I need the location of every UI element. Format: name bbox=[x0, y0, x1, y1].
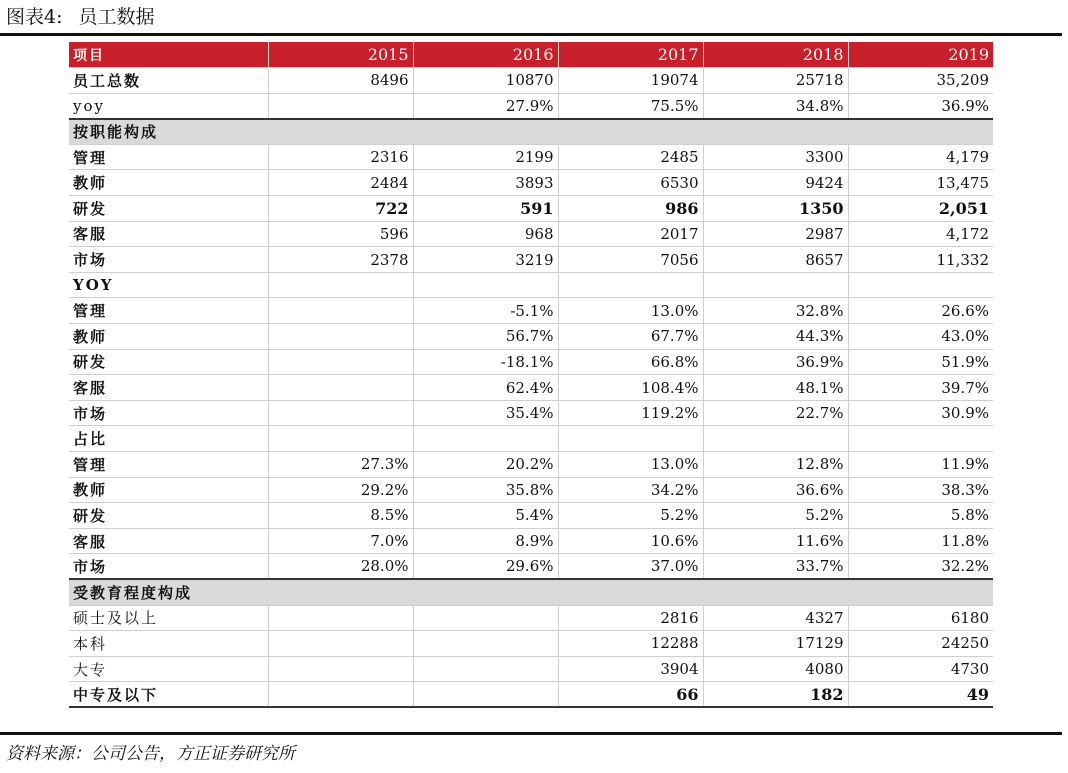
table-cell: 39.7% bbox=[848, 375, 993, 401]
section-row bbox=[69, 426, 993, 452]
table-row bbox=[69, 528, 993, 554]
table-row bbox=[69, 247, 993, 273]
table-cell: 108.4% bbox=[558, 375, 703, 401]
table-cell: 8.5% bbox=[268, 503, 413, 529]
row-label: 硕士及以上 bbox=[69, 605, 268, 631]
row-label: 管理 bbox=[69, 144, 268, 170]
table-cell: 25718 bbox=[703, 68, 848, 94]
figure-title bbox=[0, 0, 1062, 36]
header-year: 2017 bbox=[558, 42, 703, 68]
table-cell: 5.2% bbox=[703, 503, 848, 529]
table-cell: 2987 bbox=[703, 221, 848, 247]
table-cell: 11.8% bbox=[848, 528, 993, 554]
table-cell: 10870 bbox=[413, 68, 558, 94]
table-cell bbox=[413, 682, 558, 708]
table-cell: 11,332 bbox=[848, 247, 993, 273]
row-label: 市场 bbox=[69, 247, 268, 273]
table-cell: 3219 bbox=[413, 247, 558, 273]
table-cell bbox=[413, 605, 558, 631]
row-label: 员工总数 bbox=[69, 68, 268, 94]
table-cell: 33.7% bbox=[703, 554, 848, 580]
section-row bbox=[69, 272, 993, 298]
table-container bbox=[69, 42, 993, 708]
section-label: 占比 bbox=[69, 426, 268, 452]
table-cell: 1350 bbox=[703, 196, 848, 222]
table-cell: 20.2% bbox=[413, 452, 558, 478]
table-cell: 32.8% bbox=[703, 298, 848, 324]
table-cell: 62.4% bbox=[413, 375, 558, 401]
source-note: 资料来源：公司公告，方正证券研究所 bbox=[0, 732, 1062, 773]
row-label: 管理 bbox=[69, 298, 268, 324]
row-label: 研发 bbox=[69, 196, 268, 222]
table-row bbox=[69, 324, 993, 350]
table-cell: 4,172 bbox=[848, 221, 993, 247]
section-label: YOY bbox=[69, 272, 268, 298]
table-cell: 7056 bbox=[558, 247, 703, 273]
table-cell bbox=[268, 400, 413, 426]
table-cell: 66.8% bbox=[558, 349, 703, 375]
row-label: 客服 bbox=[69, 375, 268, 401]
table-cell: 596 bbox=[268, 221, 413, 247]
table-cell: 32.2% bbox=[848, 554, 993, 580]
table-cell: 48.1% bbox=[703, 375, 848, 401]
table-cell: 29.6% bbox=[413, 554, 558, 580]
table-cell: 986 bbox=[558, 196, 703, 222]
table-row bbox=[69, 221, 993, 247]
employee-data-table bbox=[69, 42, 993, 708]
table-cell bbox=[413, 656, 558, 682]
table-cell: 8657 bbox=[703, 247, 848, 273]
table-cell: 5.2% bbox=[558, 503, 703, 529]
table-cell: 34.8% bbox=[703, 93, 848, 119]
table-cell: 12288 bbox=[558, 631, 703, 657]
table-cell: 6530 bbox=[558, 170, 703, 196]
table-cell: 2816 bbox=[558, 605, 703, 631]
table-cell: 4080 bbox=[703, 656, 848, 682]
table-row bbox=[69, 170, 993, 196]
header-year: 2018 bbox=[703, 42, 848, 68]
table-cell: 7.0% bbox=[268, 528, 413, 554]
section-row bbox=[69, 119, 993, 145]
table-cell: 591 bbox=[413, 196, 558, 222]
header-item: 项目 bbox=[69, 42, 268, 68]
table-cell: 27.9% bbox=[413, 93, 558, 119]
table-cell: 26.6% bbox=[848, 298, 993, 324]
table-cell: 8496 bbox=[268, 68, 413, 94]
table-cell: 968 bbox=[413, 221, 558, 247]
row-label: yoy bbox=[69, 93, 268, 119]
table-cell: 5.8% bbox=[848, 503, 993, 529]
table-cell bbox=[268, 426, 413, 452]
table-cell: 43.0% bbox=[848, 324, 993, 350]
header-year: 2016 bbox=[413, 42, 558, 68]
table-cell bbox=[268, 349, 413, 375]
row-label: 市场 bbox=[69, 400, 268, 426]
row-label: 研发 bbox=[69, 349, 268, 375]
table-cell bbox=[848, 426, 993, 452]
row-label: 客服 bbox=[69, 528, 268, 554]
table-cell: 11.6% bbox=[703, 528, 848, 554]
table-row bbox=[69, 477, 993, 503]
table-cell: 119.2% bbox=[558, 400, 703, 426]
table-cell: 2316 bbox=[268, 144, 413, 170]
table-row bbox=[69, 298, 993, 324]
table-cell: 56.7% bbox=[413, 324, 558, 350]
table-row bbox=[69, 656, 993, 682]
table-row bbox=[69, 375, 993, 401]
table-cell: 67.7% bbox=[558, 324, 703, 350]
table-cell: 29.2% bbox=[268, 477, 413, 503]
table-cell: 30.9% bbox=[848, 400, 993, 426]
table-row bbox=[69, 93, 993, 119]
table-row bbox=[69, 631, 993, 657]
table-row bbox=[69, 605, 993, 631]
table-cell: 3904 bbox=[558, 656, 703, 682]
table-cell: 2017 bbox=[558, 221, 703, 247]
table-cell: 182 bbox=[703, 682, 848, 708]
table-cell: 17129 bbox=[703, 631, 848, 657]
table-cell: 19074 bbox=[558, 68, 703, 94]
row-label: 市场 bbox=[69, 554, 268, 580]
table-cell: 66 bbox=[558, 682, 703, 708]
table-cell: 49 bbox=[848, 682, 993, 708]
table-cell: 24250 bbox=[848, 631, 993, 657]
table-cell: 10.6% bbox=[558, 528, 703, 554]
figure-number: 图表4: bbox=[6, 6, 63, 28]
row-label: 客服 bbox=[69, 221, 268, 247]
table-cell bbox=[268, 375, 413, 401]
table-cell: 13.0% bbox=[558, 452, 703, 478]
table-cell: 51.9% bbox=[848, 349, 993, 375]
table-row bbox=[69, 349, 993, 375]
table-cell: 38.3% bbox=[848, 477, 993, 503]
row-label: 教师 bbox=[69, 170, 268, 196]
table-cell bbox=[413, 631, 558, 657]
header-year: 2019 bbox=[848, 42, 993, 68]
table-cell: 3300 bbox=[703, 144, 848, 170]
table-cell bbox=[558, 426, 703, 452]
table-cell: 44.3% bbox=[703, 324, 848, 350]
table-row bbox=[69, 196, 993, 222]
table-cell bbox=[268, 93, 413, 119]
table-row bbox=[69, 452, 993, 478]
row-label: 大专 bbox=[69, 656, 268, 682]
table-row bbox=[69, 400, 993, 426]
table-cell: 36.9% bbox=[848, 93, 993, 119]
table-row bbox=[69, 68, 993, 94]
table-cell: 13,475 bbox=[848, 170, 993, 196]
table-cell: 35.8% bbox=[413, 477, 558, 503]
section-label: 按职能构成 bbox=[69, 119, 993, 145]
table-cell: 6180 bbox=[848, 605, 993, 631]
table-cell: 12.8% bbox=[703, 452, 848, 478]
table-cell bbox=[268, 272, 413, 298]
row-label: 教师 bbox=[69, 324, 268, 350]
table-cell bbox=[268, 298, 413, 324]
table-cell: 2484 bbox=[268, 170, 413, 196]
table-cell: 11.9% bbox=[848, 452, 993, 478]
table-row bbox=[69, 144, 993, 170]
table-cell bbox=[413, 426, 558, 452]
table-cell: 722 bbox=[268, 196, 413, 222]
table-cell bbox=[268, 324, 413, 350]
table-cell: 28.0% bbox=[268, 554, 413, 580]
table-cell: -18.1% bbox=[413, 349, 558, 375]
table-cell: 8.9% bbox=[413, 528, 558, 554]
row-label: 本科 bbox=[69, 631, 268, 657]
table-cell: 2378 bbox=[268, 247, 413, 273]
table-cell bbox=[268, 656, 413, 682]
table-cell: 75.5% bbox=[558, 93, 703, 119]
table-cell bbox=[268, 682, 413, 708]
table-cell: 37.0% bbox=[558, 554, 703, 580]
table-cell: 2199 bbox=[413, 144, 558, 170]
table-cell: 2485 bbox=[558, 144, 703, 170]
table-header-row bbox=[69, 42, 993, 68]
section-label: 受教育程度构成 bbox=[69, 579, 993, 605]
table-cell: 34.2% bbox=[558, 477, 703, 503]
table-cell: -5.1% bbox=[413, 298, 558, 324]
table-cell: 35.4% bbox=[413, 400, 558, 426]
table-cell bbox=[848, 272, 993, 298]
table-cell: 2,051 bbox=[848, 196, 993, 222]
table-body bbox=[69, 68, 993, 708]
table-cell bbox=[268, 605, 413, 631]
table-cell: 5.4% bbox=[413, 503, 558, 529]
table-cell: 3893 bbox=[413, 170, 558, 196]
row-label: 管理 bbox=[69, 452, 268, 478]
row-label: 研发 bbox=[69, 503, 268, 529]
row-label: 中专及以下 bbox=[69, 682, 268, 708]
table-row bbox=[69, 554, 993, 580]
table-row bbox=[69, 503, 993, 529]
section-row bbox=[69, 579, 993, 605]
table-cell: 13.0% bbox=[558, 298, 703, 324]
table-cell bbox=[703, 426, 848, 452]
table-cell: 4327 bbox=[703, 605, 848, 631]
row-label: 教师 bbox=[69, 477, 268, 503]
table-cell: 22.7% bbox=[703, 400, 848, 426]
figure-caption: 员工数据 bbox=[78, 6, 155, 28]
table-cell: 27.3% bbox=[268, 452, 413, 478]
table-row bbox=[69, 682, 993, 708]
table-cell: 36.6% bbox=[703, 477, 848, 503]
table-cell bbox=[268, 631, 413, 657]
table-cell: 4730 bbox=[848, 656, 993, 682]
table-cell bbox=[558, 272, 703, 298]
table-cell bbox=[413, 272, 558, 298]
table-cell: 36.9% bbox=[703, 349, 848, 375]
table-cell: 35,209 bbox=[848, 68, 993, 94]
table-cell: 4,179 bbox=[848, 144, 993, 170]
table-cell: 9424 bbox=[703, 170, 848, 196]
header-year: 2015 bbox=[268, 42, 413, 68]
table-cell bbox=[703, 272, 848, 298]
